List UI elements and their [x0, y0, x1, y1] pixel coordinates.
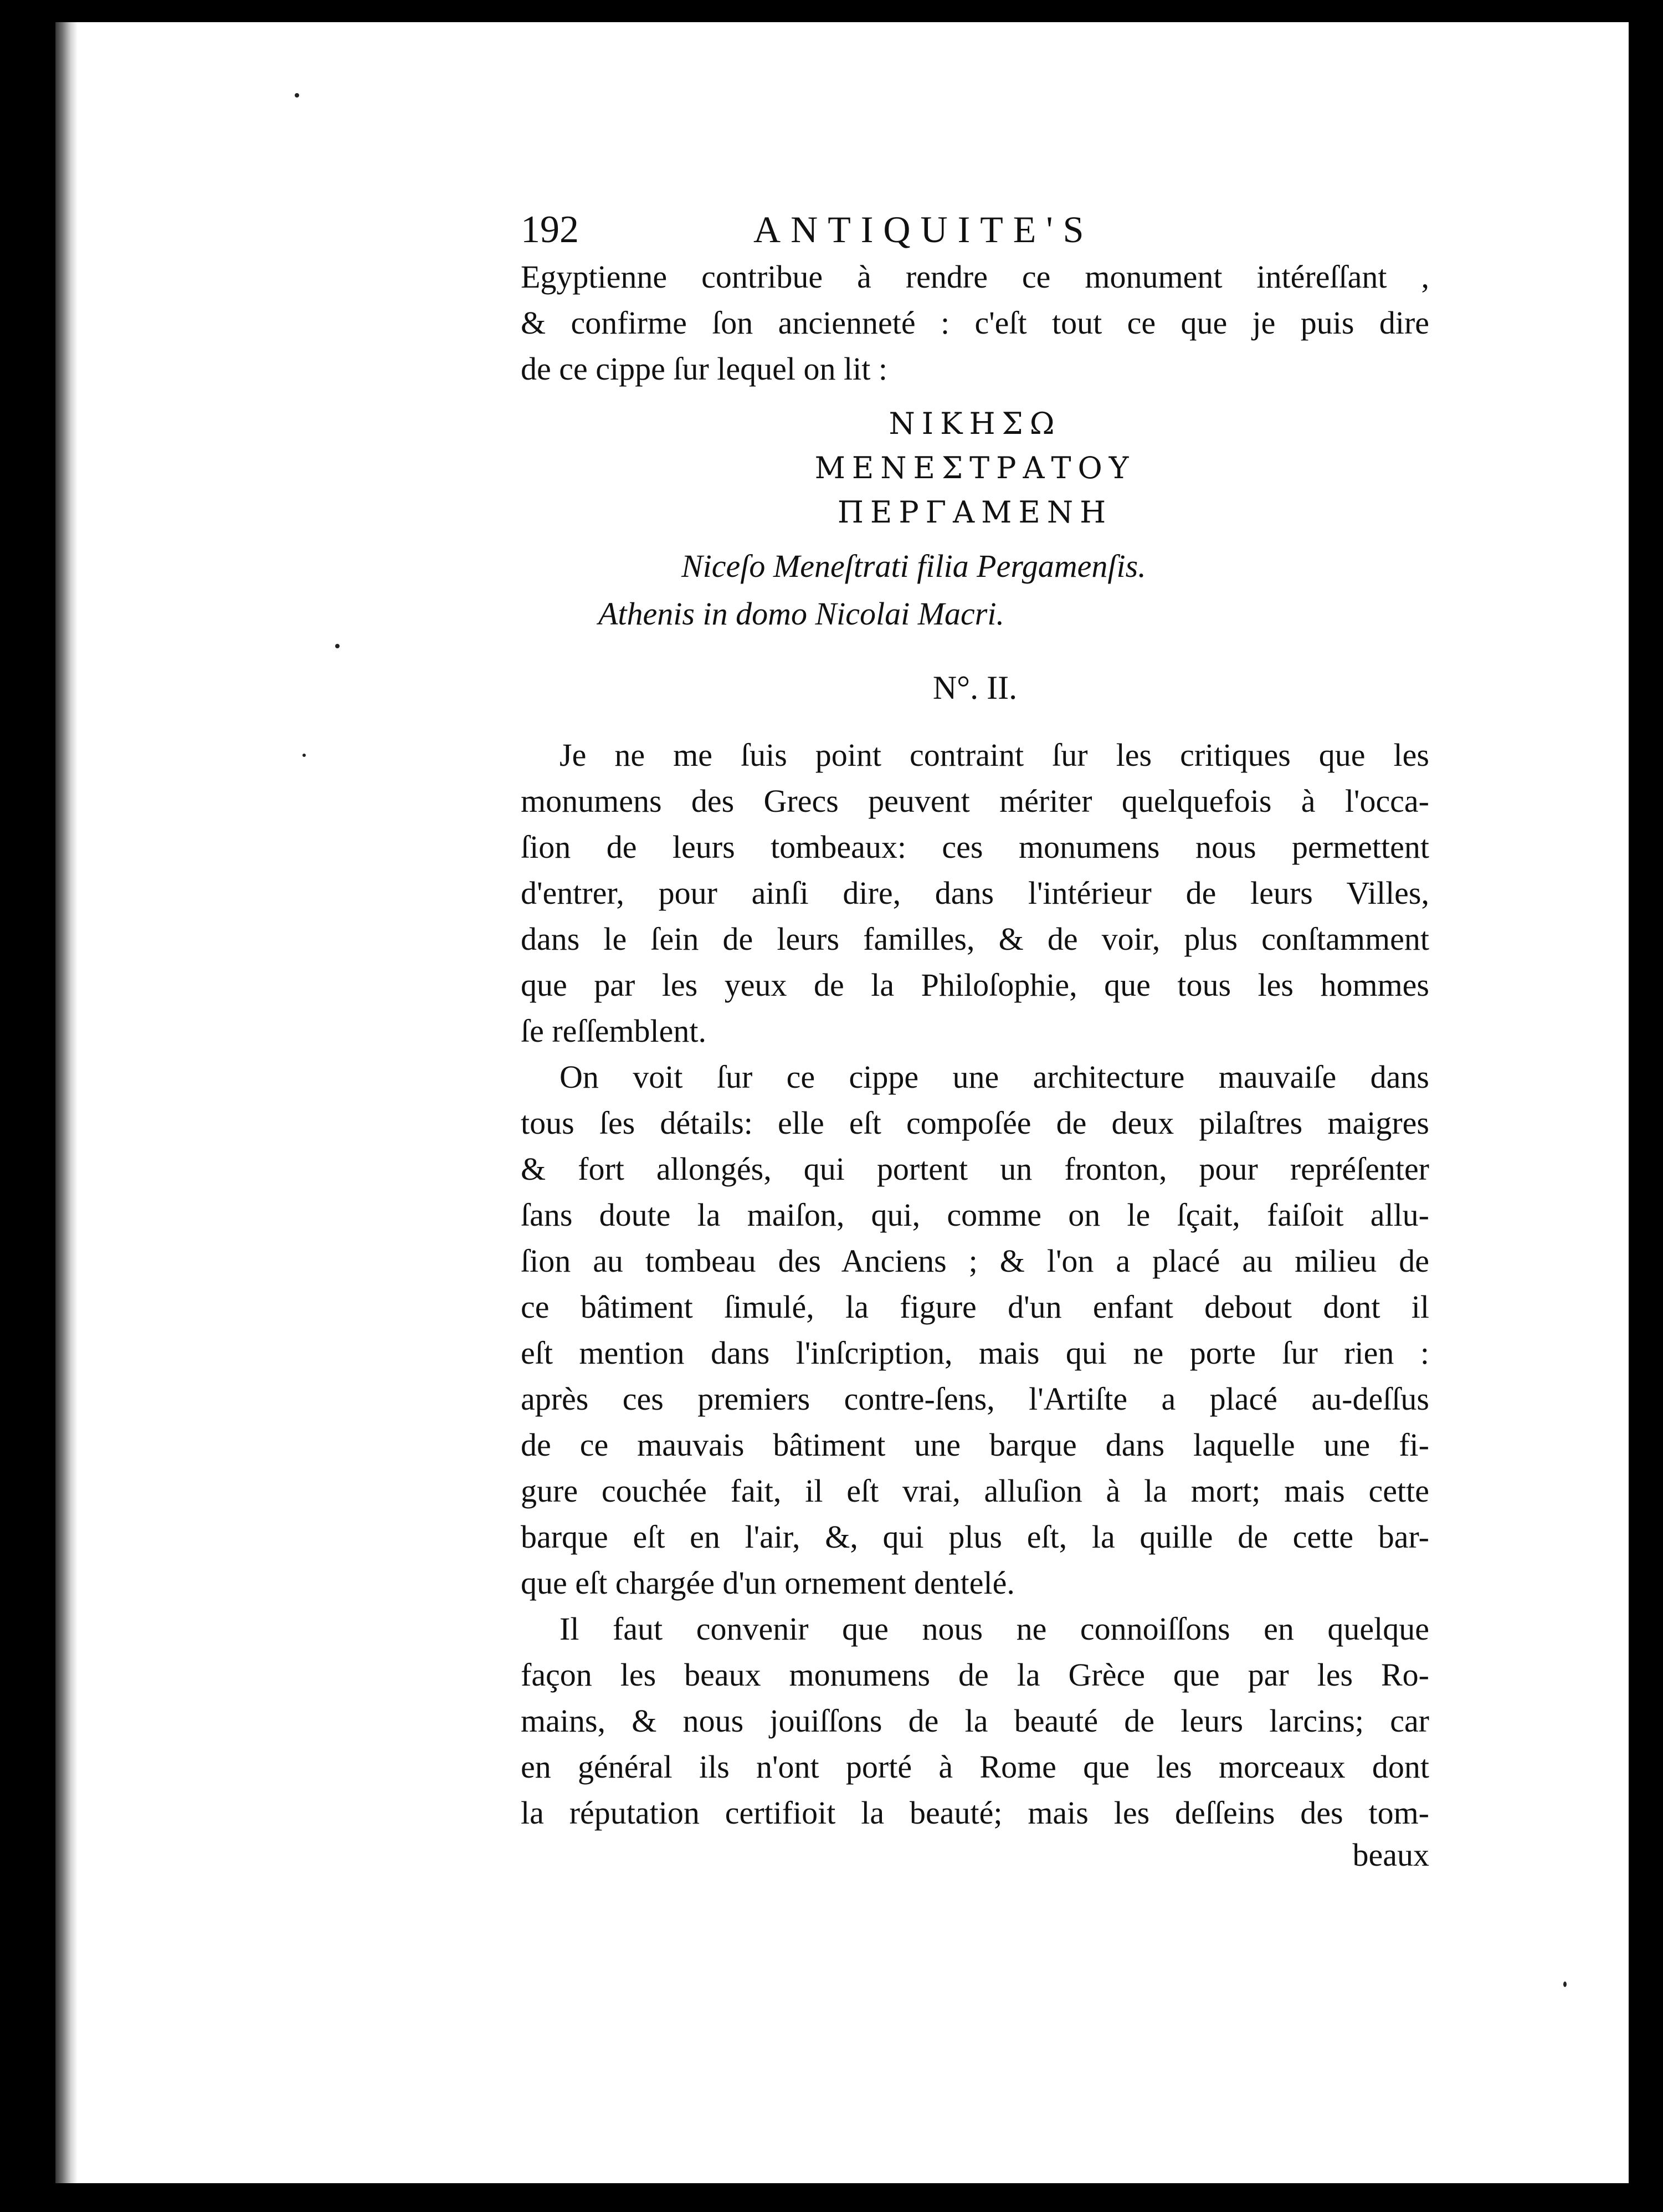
text-line: ſe reſſemblent. — [521, 1013, 706, 1049]
greek-line: ΝΙΚΗΣΩ — [889, 406, 1061, 441]
catchword: beaux — [1352, 1837, 1429, 1873]
text-line: d'entrer, pour ainſi dire, dans l'intérieur de leurs Villes, — [521, 875, 1429, 911]
scan-speck — [1563, 1981, 1567, 1987]
text-line: monumens des Grecs peuvent mériter quelquefois à l'occa- — [521, 783, 1429, 819]
text-line: & confirme ſon ancienneté : c'eſt tout ce que je puis dire — [521, 305, 1429, 341]
text-line: après ces premiers contre-ſens, l'Artiſte a placé au-deſſus — [521, 1381, 1429, 1417]
paragraph-3 — [521, 1606, 1429, 1836]
text-line: que par les yeux de la Philoſophie, que tous les hommes — [521, 967, 1429, 1003]
text-line: Je ne me ſuis point contraint ſur les critiques que les — [560, 737, 1429, 773]
scan-binding-edge — [55, 22, 78, 2183]
text-line: de ce mauvais bâtiment une barque dans laquelle une fi- — [521, 1427, 1429, 1463]
text-line: ſans doute la maiſon, qui, comme on le ſçait, faiſoit allu- — [521, 1197, 1429, 1233]
text-line: mains, & nous jouiſſons de la beauté de leurs larcins; car — [521, 1703, 1429, 1739]
scan-speck — [335, 644, 340, 648]
page-number: 192 — [521, 208, 579, 251]
paragraph-2 — [521, 1054, 1429, 1606]
text-line: de ce cippe ſur lequel on lit : — [521, 351, 887, 387]
scan-speck — [295, 93, 299, 98]
inscription-location: Athenis in domo Nicolai Macri. — [598, 596, 1004, 632]
text-line: Egyptienne contribue à rendre ce monument intéreſſant , — [521, 259, 1429, 295]
running-head — [521, 205, 1352, 254]
text-line: barque eſt en l'air, &, qui plus eſt, la quille de cette bar- — [521, 1519, 1429, 1555]
section-heading: N°. II. — [932, 669, 1018, 706]
text-line: eſt mention dans l'inſcription, mais qui ne porte ſur rien : — [521, 1335, 1429, 1371]
text-line: ſion au tombeau des Anciens ; & l'on a placé au milieu de — [521, 1243, 1429, 1279]
scan-speck — [302, 754, 306, 757]
text-line: que eſt chargée d'un ornement dentelé. — [521, 1565, 1015, 1601]
intro-paragraph — [521, 254, 1429, 392]
text-line: la réputation certifioit la beauté; mais les deſſeins des tom- — [521, 1795, 1429, 1831]
latin-translation: Niceſo Meneſtrati filia Pergamenſis. — [681, 548, 1146, 584]
text-line: façon les beaux monumens de la Grèce que par les Ro- — [521, 1657, 1429, 1693]
text-line: en général ils n'ont porté à Rome que les morceaux dont — [521, 1749, 1429, 1785]
page-text — [521, 205, 1429, 1875]
running-title: ANTIQUITE'S — [753, 208, 1094, 250]
text-line: dans le ſein de leurs familles, & de voir, plus conſtamment — [521, 921, 1429, 957]
text-line: & fort allongés, qui portent un fronton, pour repréſenter — [521, 1151, 1429, 1187]
latin-translation-block — [521, 542, 1429, 638]
greek-inscription — [521, 402, 1429, 535]
text-line: tous ſes détails: elle eſt compoſée de deux pilaſtres maigres — [521, 1105, 1429, 1141]
text-line: gure couchée fait, il eſt vrai, alluſion à la mort; mais cette — [521, 1473, 1429, 1509]
text-line: Il faut convenir que nous ne connoiſſons en quelque — [560, 1611, 1429, 1647]
text-line: ce bâtiment ſimulé, la figure d'un enfant debout dont il — [521, 1289, 1429, 1325]
greek-line: ΜΕΝΕΣΤΡΑΤΟΥ — [814, 450, 1136, 485]
text-line: On voit ſur ce cippe une architecture mauvaiſe dans — [560, 1059, 1429, 1095]
greek-line: ΠΕΡΓΑΜΕΝΗ — [837, 495, 1113, 530]
text-line: ſion de leurs tombeaux: ces monumens nous permettent — [521, 829, 1429, 865]
paragraph-1 — [521, 732, 1429, 1054]
